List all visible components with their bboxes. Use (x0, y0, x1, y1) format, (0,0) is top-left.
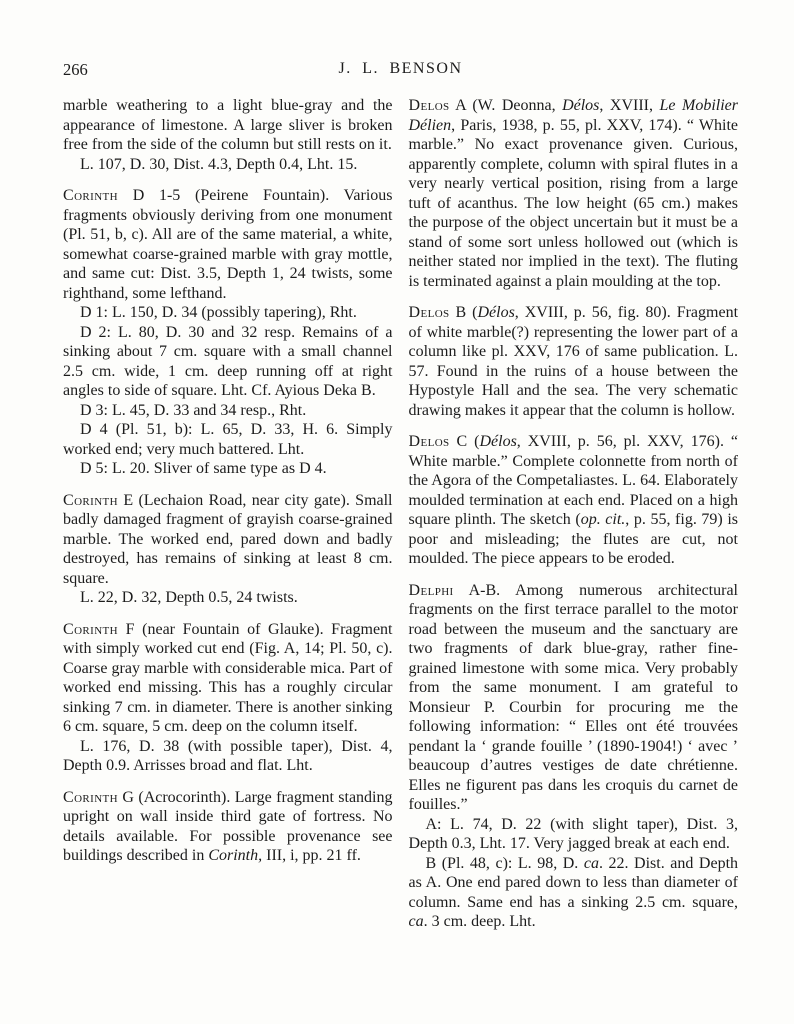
para-measurements (63, 155, 393, 175)
para-corinth-e (63, 491, 393, 589)
site-name: Delos (408, 97, 450, 114)
site-name: Delphi (408, 581, 454, 599)
para-delos-b (409, 303, 739, 420)
body-text: D 2: L. 80, D. 30 and 32 resp. Remains of a sinking about 7 cm. square with a small channel 2.5 cm. wide, 1 cm. deep running off at right angles to side of square. Lht. Cf. Ayious Deka B. (63, 323, 393, 399)
body-text: C ( (449, 433, 480, 450)
body-text: D 3: L. 45, D. 33 and 34 resp., Rht. (80, 401, 307, 419)
body-text: B (Pl. 48, c): L. 98, D. (425, 854, 584, 872)
italic-text: Le Mobilier Délien (408, 97, 738, 134)
left-column (63, 96, 393, 932)
right-column (409, 96, 739, 932)
body-text: , p. 55, fig. 79) is poor and misleading; the flutes are cut, not moulded. The piece appears to be eroded. (408, 511, 738, 567)
body-text: D 5: L. 20. Sliver of same type as D 4. (80, 460, 327, 477)
site-name: Corinth (63, 491, 119, 509)
body-text: D 4 (Pl. 51, b): L. 65, D. 33, H. 6. Simply worked end; very much battered. Lht. (63, 421, 393, 458)
body-text: A: L. 74, D. 22 (with slight taper), Dist. 3, Depth 0.3, Lht. 17. Very jagged break at each end. (408, 815, 738, 852)
body-text: L. 176, D. 38 (with possible taper), Dist. 4, Depth 0.9. Arrisses broad and flat. Lht. (63, 737, 393, 774)
body-text: marble weathering to a light blue-gray and the appearance of limestone. A large sliver is broken free from the side of the column but still rests on it. (63, 97, 393, 153)
page-number: 266 (63, 60, 88, 79)
para-corinth-d5 (63, 459, 393, 479)
para-corinth-g (63, 788, 393, 866)
body-text: , XVIII, p. 56, pl. XXV, 176). “ White marble.” Complete colonnette from north of the Agora of the Competaliastes. L. 64. Elaborately moulded termination at each end. Placed on a high square plinth. The sketch ( (408, 433, 739, 528)
running-head: J. L. BENSON (338, 60, 463, 77)
site-name: Corinth (63, 788, 119, 806)
para-corinth-f-measurements (63, 737, 393, 776)
body-text: , XVIII, p. 56, fig. 80). Fragment of white marble(?) representing the lower part of a column like pl. XXV, 176 of same publication. L. 57. Found in the ruins of a house between the Hypostyle Hall and the sea. The very schematic drawing makes it appear that the column is hollow. (408, 304, 739, 419)
italic-text: op. cit. (580, 511, 626, 528)
site-name: Delos (408, 433, 450, 450)
page-header (63, 60, 738, 84)
body-text: B ( (449, 304, 478, 321)
body-text: A-B. Among numerous architectural fragments on the first terrace parallel to the motor road between the museum and the sanctuary are two fragments of dark blue-gray, rather fine-grained limestone with some mica. Very probably from the same monument. I am grateful to Monsieur P. Courbin for procuring me the following information: “ Elles ont été trouvées pendant la ‘ grande fouille ’ (1890-1904!) ‘ avec ’ beaucoup d’autres vestiges de date chrétienne. Elles ne figurent pas dans les croquis du carnet de fouilles.” (408, 581, 738, 813)
body-text: III, i, pp. 21 ff. (262, 847, 361, 864)
para-corinth-d3 (63, 401, 393, 421)
text-columns (63, 96, 738, 932)
para-continuation (63, 96, 393, 155)
para-corinth-d2 (63, 323, 393, 401)
para-delphi-b-measurements (409, 854, 739, 932)
body-text: , Paris, 1938, p. 55, pl. XXV, 174). “ White marble.” No exact provenance given. Curious, apparently complete, column with spiral flutes in a very nearly vertical position, rising from a large tuft of acanthus. The low height (65 cm.) makes the purpose of the object uncertain but it must be a stand of some sort unless hollowed out (which is neither stated nor implied in the text). The fluting is terminated against a plain moulding at the top. (408, 116, 738, 290)
italic-text: ca (583, 854, 599, 872)
body-text: G (Acrocorinth). Large fragment standing upright on wall inside third gate of fortress. No details available. For possible provenance see buildings described in (63, 788, 393, 864)
body-text: . 3 cm. deep. Lht. (423, 913, 536, 930)
para-corinth-d (63, 186, 393, 303)
para-delos-c (409, 432, 739, 569)
body-text: L. 107, D. 30, Dist. 4.3, Depth 0.4, Lht. 15. (80, 155, 358, 173)
italic-text: Délos (479, 433, 517, 450)
para-delphi-ab (409, 581, 739, 815)
para-delos-a (409, 96, 739, 291)
para-corinth-d1 (63, 303, 393, 323)
body-text: L. 22, D. 32, Depth 0.5, 24 twists. (80, 589, 298, 606)
para-corinth-d4 (63, 420, 393, 459)
italic-text: ca (408, 913, 424, 930)
body-text: D 1: L. 150, D. 34 (possibly tapering), Rht. (80, 304, 357, 321)
italic-text: Corinth, (208, 847, 263, 864)
body-text: , XVIII, (599, 97, 660, 114)
para-corinth-e-measurements (63, 588, 393, 608)
site-name: Delos (408, 304, 450, 321)
body-text: E (Lechaion Road, near city gate). Small badly damaged fragment of grayish coarse-grained marble. The worked end, pared down and badly destroyed, has remains of sinking at least 8 cm. square. (63, 491, 393, 587)
body-text: F (near Fountain of Glauke). Fragment with simply worked cut end (Fig. A, 14; Pl. 50, c). Coarse gray marble with considerable mica. Part of worked end missing. This has a roughly circular sinking 7 cm. in diameter. There is another sinking 6 cm. square, 5 cm. deep on the column itself. (63, 620, 393, 735)
site-name: Corinth (63, 620, 119, 638)
para-corinth-f (63, 620, 393, 737)
site-name: Corinth (63, 187, 119, 204)
para-delphi-a-measurements (409, 815, 739, 854)
italic-text: Délos (477, 304, 515, 321)
body-text: . 22. Dist. and Depth as A. One end pared down to less than diameter of column. Same end has a sinking 2.5 cm. square, (408, 854, 739, 911)
body-text: A (W. Deonna, (449, 97, 563, 114)
italic-text: Délos (562, 97, 600, 114)
body-text: D 1-5 (Peirene Fountain). Various fragments obviously deriving from one monument (Pl. 51, b, c). All are of the same material, a white, somewhat coarse-grained marble with gray mottle, and same cut: Dist. 3.5, Depth 1, 24 twists, some righthand, some lefthand. (63, 187, 393, 302)
